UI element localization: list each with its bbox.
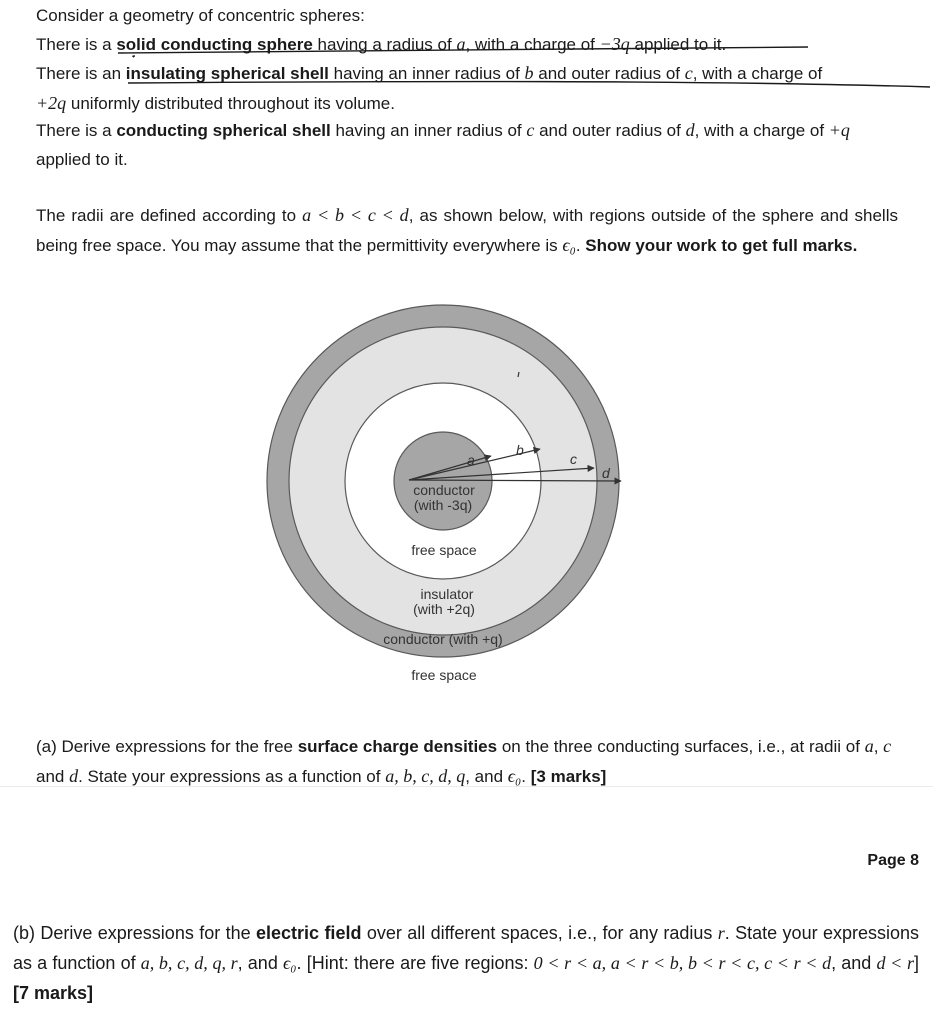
- insulator-label-line-2: (with +2q): [413, 601, 475, 617]
- part-b-marks: [7 marks]: [13, 983, 94, 1003]
- radii-paragraph: The radii are defined according to a < b < c < d, as shown below, with regions outside of the sphere and shells being free space. You may assume that the permittivity everywhere is ϵ₀. Show your work to get full marks.: [36, 205, 898, 255]
- bold-show-your-work: Show your work to get full marks.: [585, 235, 858, 255]
- label-d: d: [602, 465, 610, 481]
- concentric-spheres-diagram: [260, 300, 640, 700]
- label-b: b: [516, 442, 524, 458]
- intro-sphere-line: There is a solid conducting sphere having a radius of a, with a charge of −3q applied to it.: [36, 34, 727, 54]
- bold-insulating-spherical-shell: insulating spherical shell: [125, 64, 329, 83]
- inner-free-space-label: free space: [411, 542, 477, 558]
- bold-conducting-spherical-shell: conducting spherical shell: [116, 121, 331, 140]
- core-conductor-sphere: [394, 432, 492, 530]
- part-a-marks: [3 marks]: [530, 766, 607, 786]
- intro-line-1: Consider a geometry of concentric spheres:: [36, 6, 365, 25]
- intro-insulator-line: There is an insulating spherical shell having an inner radius of b and outer radius of c, with a charge of +2q uniformly distributed throughout its volume.: [36, 63, 823, 113]
- page-separator: [0, 786, 933, 787]
- outer-conductor-label: conductor (with +q): [383, 631, 503, 647]
- page-number: Page 8: [867, 852, 919, 869]
- intro-shell-line: There is a conducting spherical shell having an inner radius of c and outer radius of d, with a charge of +q applied to it.: [36, 120, 850, 169]
- part-b-question: (b) Derive expressions for the electric field over all different spaces, i.e., for any radius r. State your expressions as a function of a, b, c, d, q, r, and ϵ₀. [Hint: there are five regions: 0 < r < a, a < r < b, b < r < c, c < r < d, and d < r] [7 marks]: [13, 923, 920, 1003]
- core-label-line-2: (with -3q): [413, 497, 473, 513]
- core-label-line-1: conductor: [413, 482, 475, 498]
- label-c: c: [570, 451, 577, 467]
- label-a: a: [467, 452, 475, 468]
- outer-free-space-label: free space: [411, 667, 477, 683]
- part-a-question: (a) Derive expressions for the free surface charge densities on the three conducting surfaces, i.e., at radii of a, c and d. State your expressions as a function of a, b, c, d, q, and ϵ₀. [3 marks]: [36, 736, 892, 786]
- bold-solid-conducting-sphere: solid conducting sphere: [116, 35, 313, 54]
- insulator-label-line-1: insulator: [420, 586, 474, 602]
